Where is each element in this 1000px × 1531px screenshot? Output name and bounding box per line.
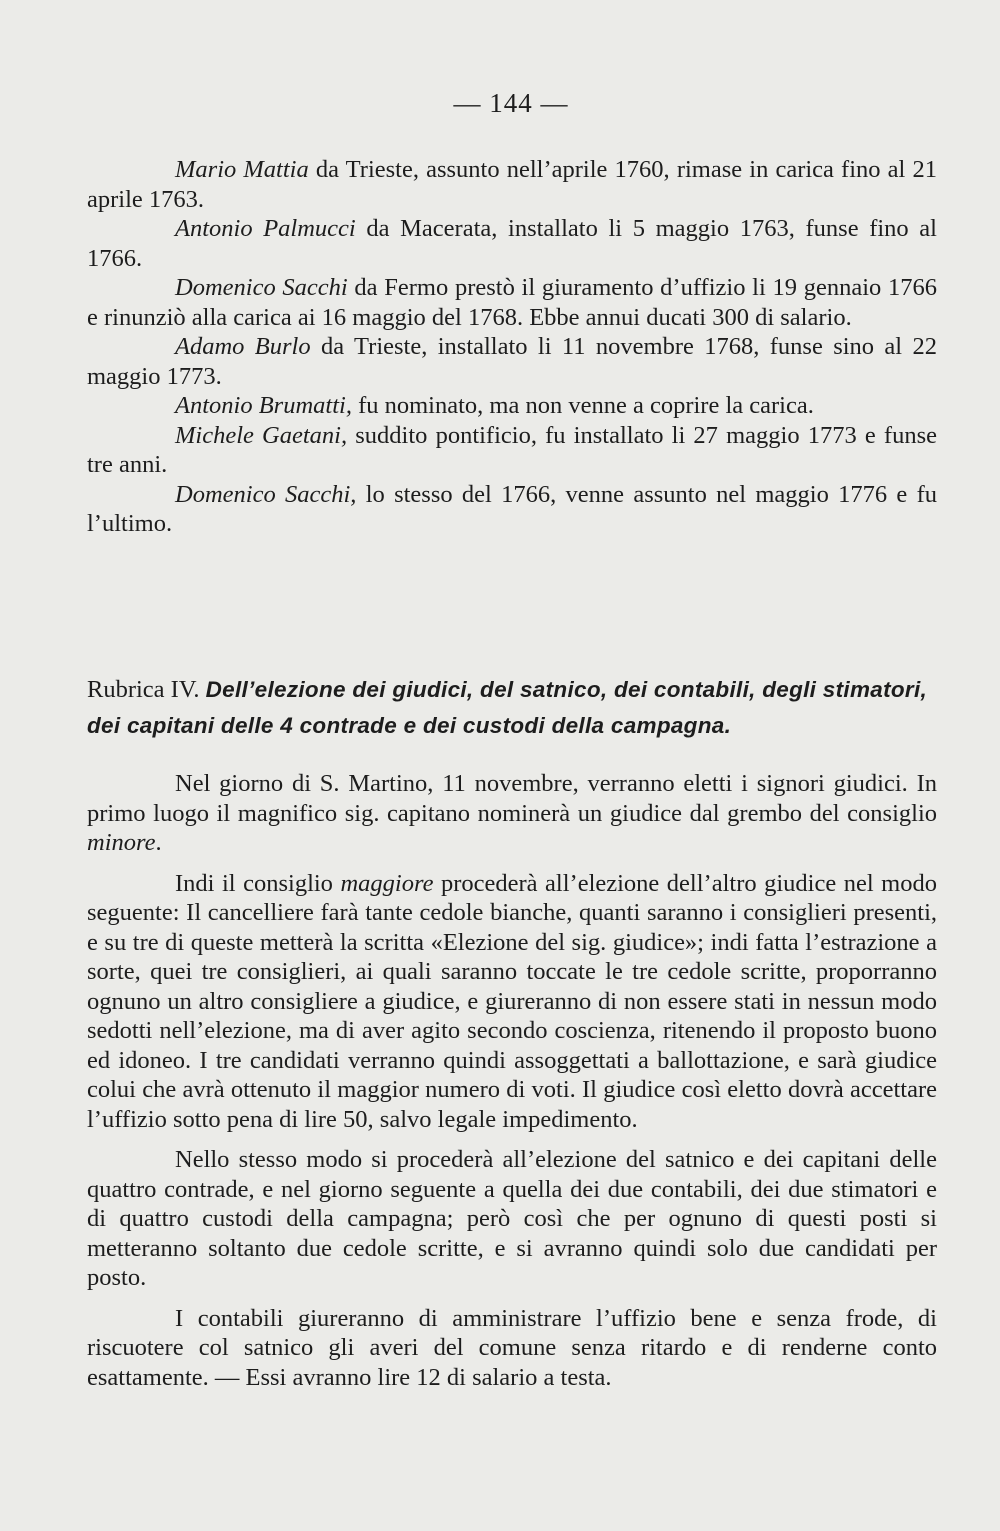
paragraph: I contabili giureranno di amministrare l’uffizio bene e senza frode, di riscuotere col satnico gli averi del comune senza ritardo e di renderne conto esattamente. — Essi avranno lire 12 di salario a testa.	[87, 1304, 937, 1391]
official-name: Domenico Sacchi,	[175, 480, 357, 508]
rubric-heading	[87, 672, 949, 744]
paragraph-text: Nel giorno di S. Martino, 11 novembre, verranno eletti i signori giudici. In primo luogo il magnifico sig. capitano nominerà un giudice dal grembo del consiglio	[87, 770, 937, 827]
official-text: lo stesso del 1766, venne assunto nel maggio 1776 e fu l’ultimo.	[87, 480, 937, 537]
official-entry	[87, 421, 937, 480]
official-text: da Trieste, assunto nell’aprile 1760, rimase in carica fino al 21 aprile 1763.	[87, 156, 937, 213]
paragraph	[87, 869, 937, 1135]
paragraph-text: procederà all’elezione dell’altro giudice nel modo seguente: Il cancelliere farà tante cedole bianche, quanti saranno i consiglieri presenti, e su tre di queste metterà la scritta «Elezione del sig. giudice»; indi fatta l’estrazione a sorte, quei tre consiglieri, ai quali saranno toccate le tre cedole scritte, proporranno ognuno un altro consigliere a giudice, e giureranno di non essere stati in nessun modo sedotti nell’elezione, ma di aver agito secondo coscienza, ritenendo il proposto buono ed idoneo. I tre candidati verranno quindi assoggettati a ballottazione, e sarà giudice colui che avrà ottenuto il maggior numero di voti. Il giudice così eletto dovrà accettare l’uffizio sotto pena di lire 50, salvo legale impedimento.	[87, 869, 937, 1133]
official-entry	[87, 480, 937, 539]
rubric-title: Dell’elezione dei giudici, del satnico, dei contabili, degli stimatori, dei capitani delle 4 contrade e dei custodi della campagna.	[87, 677, 928, 738]
official-text: suddito pontificio, fu installato li 27 maggio 1773 e funse tre anni.	[87, 421, 937, 478]
official-name: Domenico Sacchi	[175, 274, 348, 301]
paragraph	[87, 769, 937, 858]
official-entry	[87, 273, 937, 332]
official-name: Adamo Burlo	[175, 333, 311, 360]
official-entry	[87, 214, 937, 273]
page-number: — 144 —	[453, 88, 569, 118]
rubric-body	[87, 769, 937, 1403]
official-text: da Macerata, installato li 5 maggio 1763, funse fino al 1766.	[87, 215, 937, 272]
emphasized-word: minore	[87, 829, 156, 856]
paragraph: Nello stesso modo si procederà all’elezione del satnico e dei capitani delle quattro contrade, e nel giorno seguente a quella dei due contabili, dei due stimatori e di quattro custodi della campagna; però così che per ognuno di questi posti si metteranno soltanto due cedole scritte, e si avranno quindi solo due candidati per posto.	[87, 1146, 937, 1291]
official-text: da Trieste, installato li 11 novembre 1768, funse sino al 22 maggio 1773.	[87, 333, 938, 390]
official-name: Michele Gaetani,	[175, 421, 348, 449]
rubric-label: Rubrica IV.	[87, 676, 206, 703]
official-entry	[87, 155, 937, 214]
officials-list	[87, 155, 937, 539]
official-name: Antonio Brumatti,	[175, 392, 352, 419]
official-text: da Fermo prestò il giuramento d’uffizio li 19 gennaio 1766 e rinunziò alla carica ai 16 maggio del 1768. Ebbe annui ducati 300 di salario.	[87, 274, 937, 331]
official-name: Mario Mattia	[175, 156, 309, 183]
official-entry	[87, 332, 937, 391]
paragraph-text: .	[155, 829, 162, 856]
emphasized-word: maggiore	[340, 869, 434, 897]
official-text: fu nominato, ma non venne a coprire la carica.	[351, 392, 814, 419]
official-name: Antonio Palmucci	[175, 215, 356, 242]
paragraph-text: Indi il consiglio	[175, 869, 341, 897]
official-entry	[87, 391, 937, 421]
